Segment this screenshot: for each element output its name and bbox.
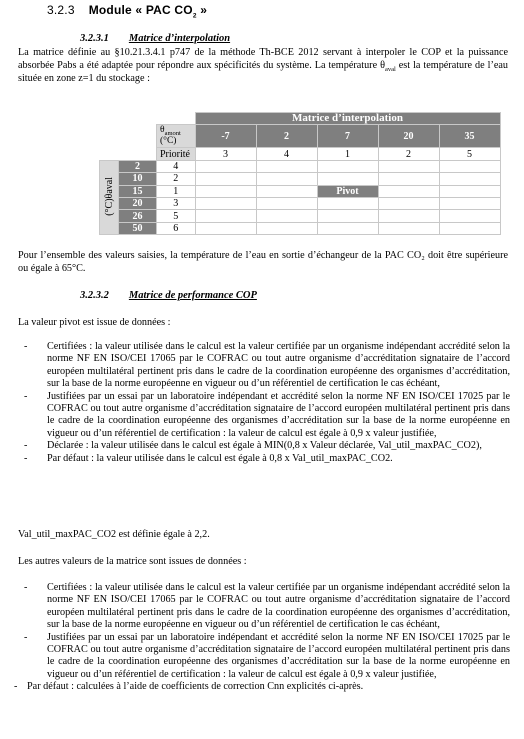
subsection-number: 3.2.3.1 [80,33,109,44]
subsection-number: 3.2.3.2 [80,290,109,301]
col-temp: 35 [439,125,500,148]
row-temp: 20 [119,197,157,209]
pivot-intro: La valeur pivot est issue de données : [18,317,171,328]
other-values-list [14,582,510,694]
row-temp: 15 [119,185,157,197]
list-item: - Justifiées par un essai par un laboratoire indépendant et accrédité selon la norme NF EN ISO/CEI 17025 par le COFRAC ou tout autre organisme d’accréditation signataire de l’accord européen multilatéral pertinent pris dans le cadre de la coordination européenne des organismes d’accréditation sur la base de la norme européenne en vigueur ou d’un référentiel de certification : la valeur de calcul est égale à 0,9 x valeur justifiée, [24,631,510,680]
section-title: Module « PAC CO [88,3,193,17]
section-heading [47,3,208,20]
col-temp: 2 [256,125,317,148]
col-temp: 7 [317,125,378,148]
col-priority: 5 [439,148,500,160]
row-temp: 50 [119,222,157,234]
col-priority: 4 [256,148,317,160]
after-table-paragraph: Pour l’ensemble des valeurs saisies, la température de l’eau en sortie d’échangeur de la PAC CO₂ doit être supérieure ou égale à 65°C. [18,250,508,275]
list-item: - Par défaut : la valeur utilisée dans le calcul est égale à 0,8 x Val_util_maxPAC_CO2. [24,452,393,464]
intro-paragraph: La matrice définie au §10.21.3.4.1 p747 de la méthode Th-BCE 2012 servant à interpoler le COP et la puissance absorbée Pabs a été adaptée pour répondre aux spécificités du système. La température $\theta_{aval}$ est la température de l’eau située en zone z=1 du stockage : [18,47,508,85]
pivot-source-list [24,341,510,465]
section-number: 3.2.3 [47,3,75,17]
row-label: $\theta_{amont}$ (°C) [157,125,196,148]
list-item: - Certifiées : la valeur utilisée dans le calcul est la valeur certifiée par un organisme indépendant accrédité selon la norme NF EN ISO/CEI 17065 par le COFRAC ou tout autre organisme d’accréditation signataire de l’accord européen multilatéral pertinent pris dans le cadre de la coordination européenne des organismes d’accréditation, sur la base de la norme européenne en vigueur ou d’un référentiel de certification le cas échéant, [24,341,510,390]
row-priority: 3 [157,197,196,209]
list-item: - Déclarée : la valeur utilisée dans le calcul est égale à MIN(0,8 x Valeur déclarée, Val_util_maxPAC_CO2), [24,440,482,452]
row-temp: 10 [119,173,157,185]
interpolation-matrix-table [99,112,501,235]
list-item: - Certifiées : la valeur utilisée dans le calcul est la valeur certifiée par un organisme indépendant accrédité selon la norme NF EN ISO/CEI 17065 par le COFRAC ou tout autre organisme d’accréditation signataire de l’accord européen multilatéral pertinent pris dans le cadre de la coordination européenne des organismes d’accréditation, sur la base de la norme européenne en vigueur ou d’un référentiel de certification le cas échéant, [24,582,510,631]
side-label-cell [100,160,119,234]
row-priority: 5 [157,210,196,222]
col-priority: 1 [317,148,378,160]
col-priority: 3 [195,148,256,160]
side-label: (°C)θaval [103,176,115,216]
others-intro: Les autres valeurs de la matrice sont issues de données : [18,556,247,567]
row-priority: 4 [157,160,196,172]
priority-label: Priorité [157,148,196,160]
pivot-cell: Pivot [317,185,378,197]
section-title-end: » [196,3,208,17]
valutil-paragraph: Val_util_maxPAC_CO2 est définie égale à 2,2. [18,529,210,540]
subsection-heading-1 [80,33,230,44]
row-temp: 2 [119,160,157,172]
list-item: - Par défaut : calculées à l’aide de coefficients de correction Cnn explicités ci-après. [14,681,364,693]
subsection-title: Matrice de performance COP [128,290,257,301]
row-priority: 2 [157,173,196,185]
row-priority: 1 [157,185,196,197]
list-item: - Justifiées par un essai par un laboratoire indépendant et accrédité selon la norme NF EN ISO/CEI 17025 par le COFRAC ou tout autre organisme d’accréditation signataire de l’accord européen multilatéral pertinent pris dans le cadre de la coordination européenne des organismes d’accréditation sur la base de la norme européenne en vigueur ou d’un référentiel de certification : la valeur de calcul est égale à 0,9 x valeur justifiée, [24,390,510,439]
matrix-header: Matrice d’interpolation [195,113,500,125]
row-priority: 6 [157,222,196,234]
subsection-heading-2 [80,290,257,301]
subsection-title: Matrice d’interpolation [128,33,231,44]
col-temp: -7 [195,125,256,148]
section-title-sub: 2 [192,12,197,20]
col-temp: 20 [378,125,439,148]
col-priority: 2 [378,148,439,160]
row-temp: 26 [119,210,157,222]
